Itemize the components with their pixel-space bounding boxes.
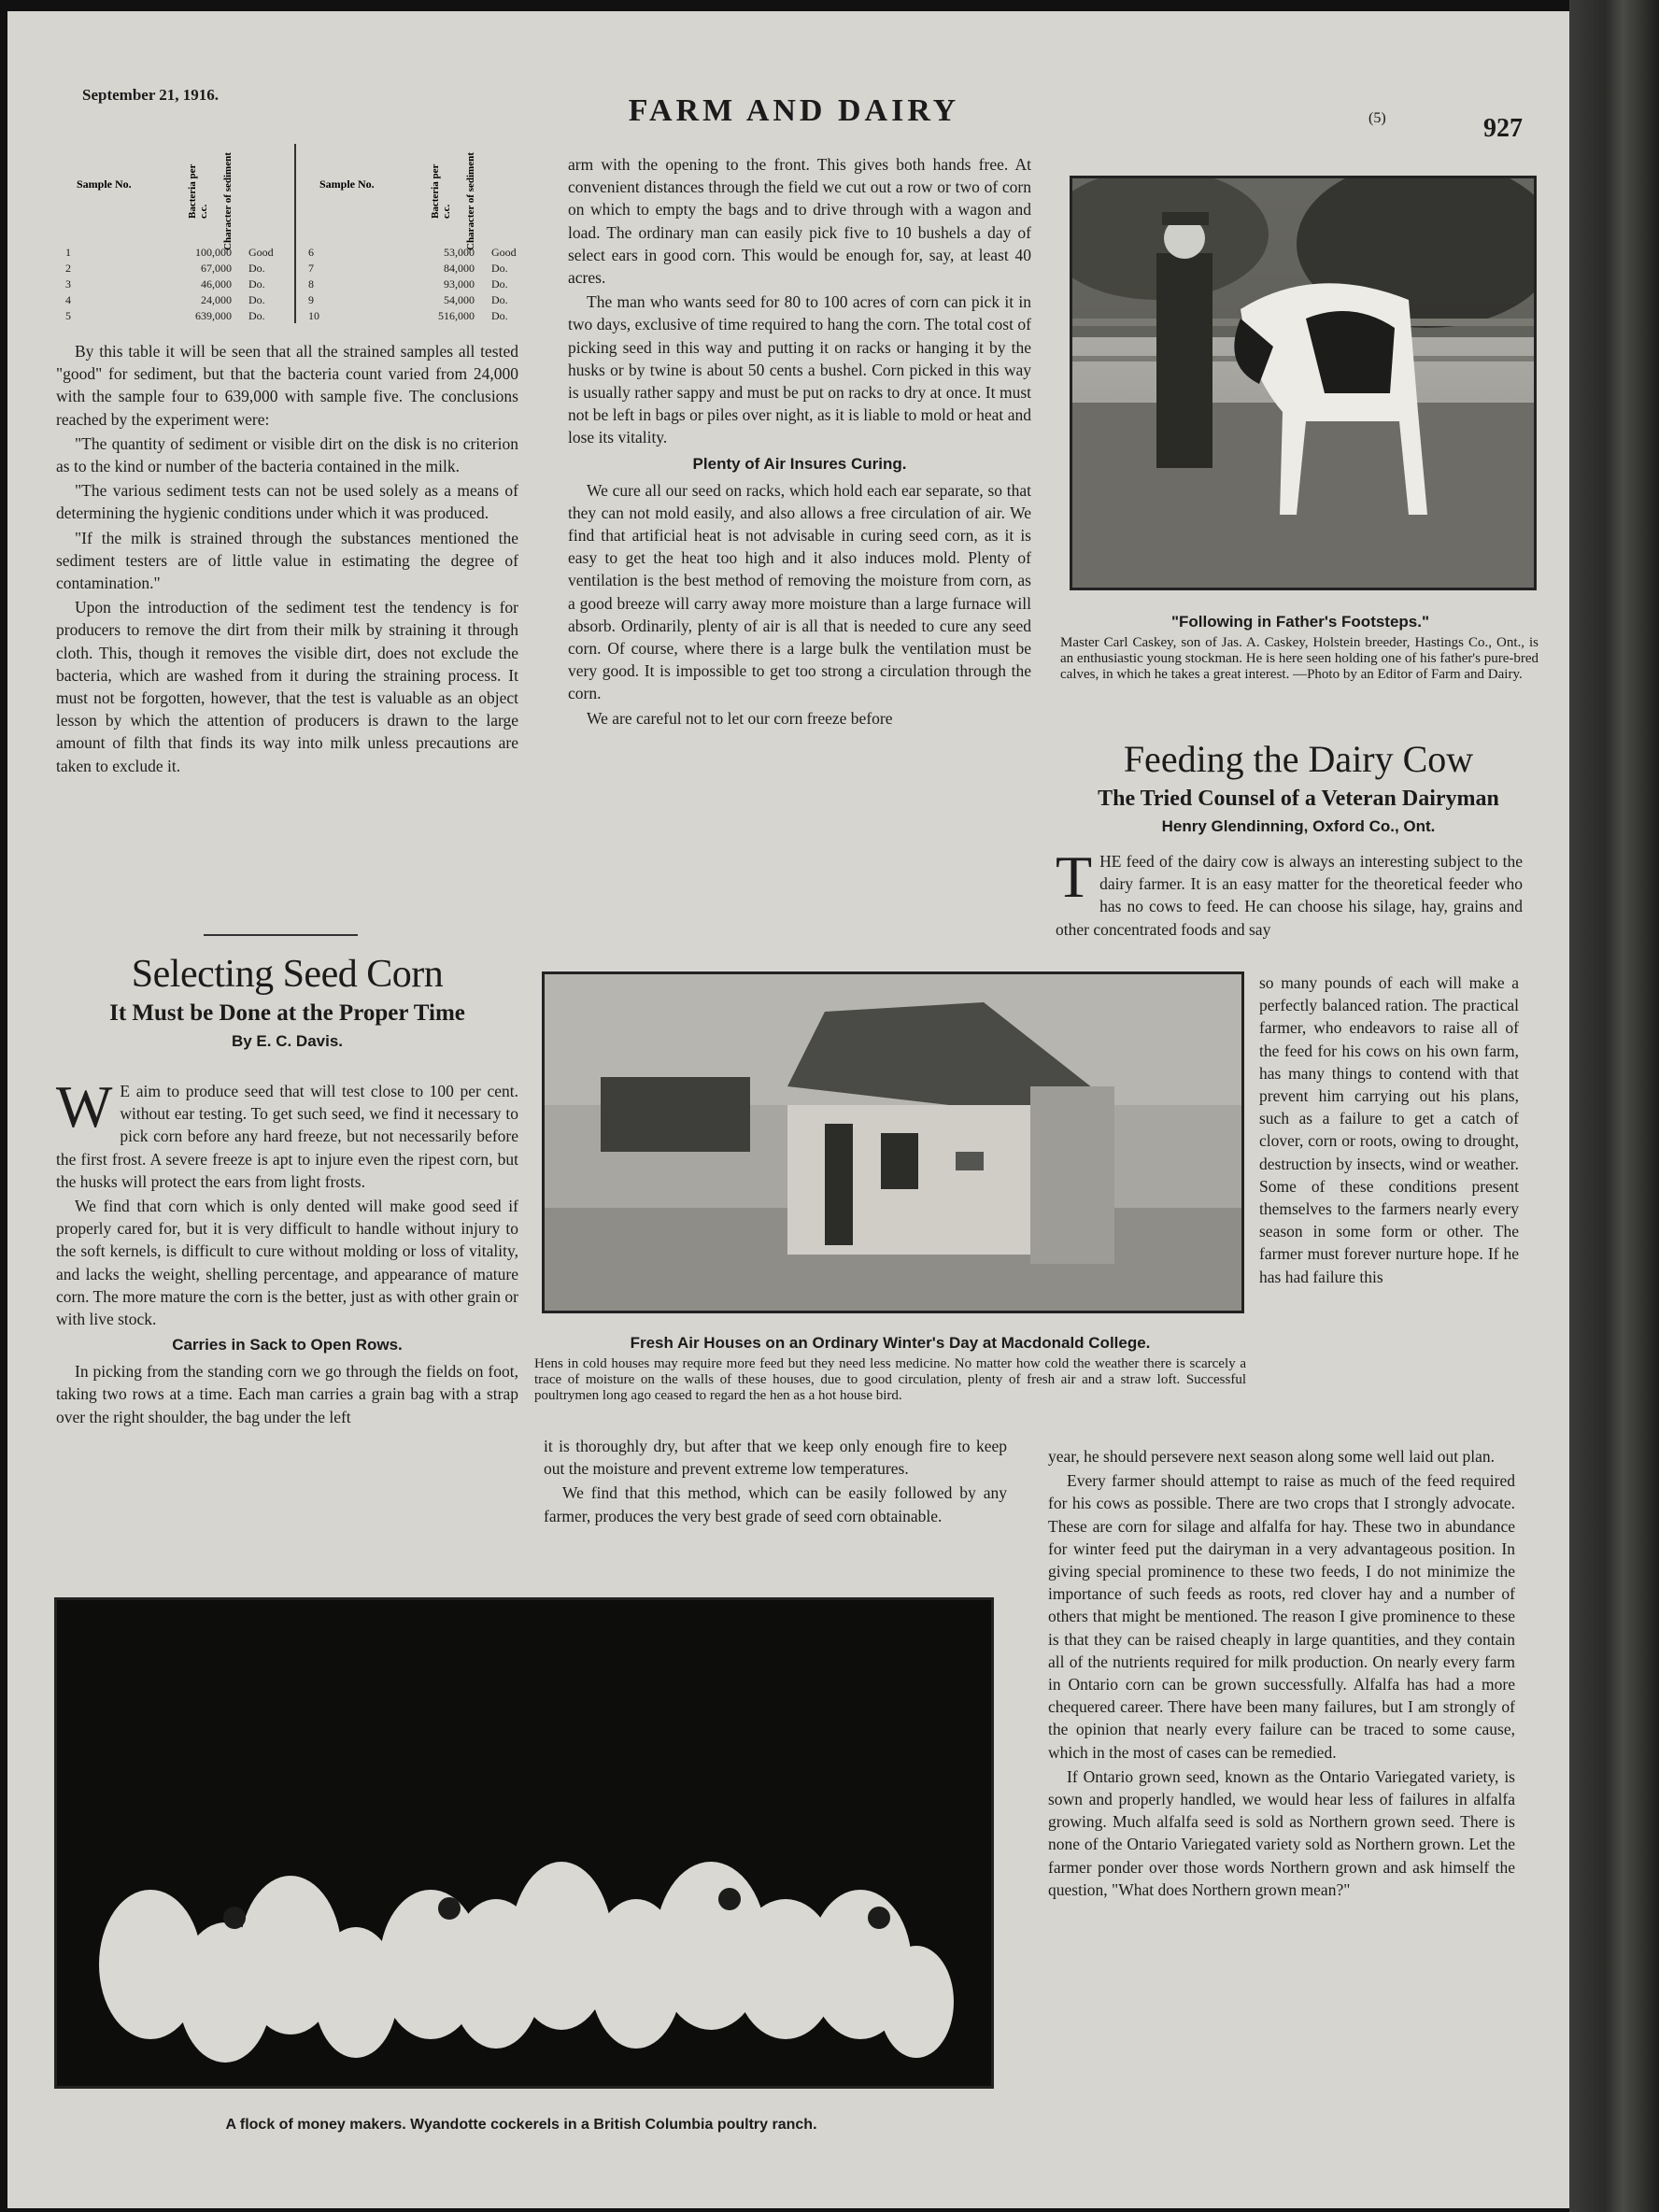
table-cell-no: 10 xyxy=(308,309,319,322)
paragraph: E aim to produce seed that will test close to 100 per cent. without ear testing. To get such seed, we find it necessary to pick corn before any hard freeze, but not necessarily before the first frost. A severe freeze is apt to injure even the ripest corn, but the husks will protect the ears from light frosts. xyxy=(56,1082,518,1191)
sample-table-right xyxy=(305,245,529,324)
table-cell-sediment: Do. xyxy=(491,262,508,275)
drop-cap: T xyxy=(1056,844,1093,910)
table-cell-no: 6 xyxy=(308,246,314,259)
article-byline: Henry Glendinning, Oxford Co., Ont. xyxy=(1161,817,1436,835)
table-header-sediment: Character of sediment xyxy=(222,152,234,250)
paragraph: If Ontario grown seed, known as the Ontario Variegated variety, is sown and properly handled, we would hear less of failures in alfalfa growing. Much alfalfa seed is sold as Northern grown seed. There is none of the Ontario Variegated variety sold as Northern grown. Let the farmer ponder over those words Northern grown and ask himself the question, "What does Northern grown mean?" xyxy=(1048,1766,1515,1899)
sample-table xyxy=(56,140,523,327)
paragraph: In picking from the standing corn we go through the fields on foot, taking two rows at a time. Each man carries a grain bag with a strap over the right shoulder, the bag under the left xyxy=(56,1362,518,1426)
article-subtitle: The Tried Counsel of a Veteran Dairyman xyxy=(1098,787,1499,811)
subheading: Plenty of Air Insures Curing. xyxy=(692,454,907,473)
page-number: 927 xyxy=(1483,114,1523,143)
table-cell-no: 5 xyxy=(65,309,71,322)
calf-photo-image xyxy=(1072,178,1534,588)
article-subtitle: It Must be Done at the Proper Time xyxy=(109,1000,465,1026)
table-cell-no: 7 xyxy=(308,262,314,275)
subheading: Carries in Sack to Open Rows. xyxy=(172,1336,403,1354)
table-cell-bacteria: 84,000 xyxy=(444,262,475,275)
table-cell-sediment: Do. xyxy=(491,293,508,306)
table-cell-bacteria: 46,000 xyxy=(201,277,232,291)
paragraph: "The quantity of sediment or visible dirt on the disk is no criterion as to the kind or number of the bacteria contained in the milk. xyxy=(56,433,518,476)
photo-boy-with-calf xyxy=(1070,176,1537,590)
photo-wyandotte-cockerels xyxy=(54,1597,994,2089)
table-cell-sediment: Do. xyxy=(248,293,265,306)
article-byline: By E. C. Davis. xyxy=(231,1032,344,1050)
paragraph: We find that corn which is only dented will make good seed if properly cared for, but it is very difficult to handle without injury to the soft kernels, is difficult to cure without molding or loss of vitality, and lacks the weight, shelling percentage, and appearance of mature corn. The more mature the corn is the better, just as with other grain or with live stock. xyxy=(56,1197,518,1329)
table-row xyxy=(62,308,286,324)
paragraph: The man who wants seed for 80 to 100 acres of corn can pick it in two days, exclusive of time required to hang the corn. The total cost of picking seed in this way and putting it on racks or hanging it by the husks or by twine is about 50 cents a bushel. Corn picked in this way is usually rather sappy and must be put on racks to dry at once. It must not be left in bags or piles over night, as it is liable to mold or heat and lose its vitality. xyxy=(568,292,1031,447)
photo-fresh-air-houses xyxy=(542,971,1244,1313)
paragraph: "The various sediment tests can not be used solely as a means of determining the hygienic conditions under which it was produced. xyxy=(56,481,518,523)
table-cell-no: 3 xyxy=(65,277,71,291)
paragraph: "If the milk is strained through the substances mentioned the sediment testers are of little value in estimating the degree of contamination." xyxy=(56,528,518,593)
hens-photo-image xyxy=(57,1600,991,2086)
article-title: Selecting Seed Corn xyxy=(131,953,444,996)
table-header-sediment-right: Character of sediment xyxy=(465,152,476,250)
table-row xyxy=(62,292,286,308)
table-cell-sediment: Do. xyxy=(491,277,508,291)
section-number: (5) xyxy=(1368,110,1386,126)
table-cell-no: 4 xyxy=(65,293,71,306)
table-cell-sediment: Do. xyxy=(248,277,265,291)
paragraph: it is thoroughly dry, but after that we keep only enough fire to keep out the moisture and prevent extreme low temperatures. xyxy=(544,1437,1007,1479)
calf-photo-caption: Master Carl Caskey, son of Jas. A. Caskey, Holstein breeder, Hastings Co., Ont., is an enthusiastic young stockman. He is here seen holding one of his father's pure-bred calves, in which he takes a great interest. —Photo by an Editor of Farm and Dairy. xyxy=(1060,635,1538,682)
table-cell-bacteria: 24,000 xyxy=(201,293,232,306)
calf-photo-title: "Following in Father's Footsteps." xyxy=(1170,613,1430,631)
table-divider xyxy=(294,144,296,323)
paragraph: arm with the opening to the front. This gives both hands free. At convenient distances through the field we cut out a row or two of corn on which to empty the bags and to drive through with a wagon and load. The ordinary man can easily pick five to 10 bushels a day of select ears in good corn. This would be enough for, say, at least 40 acres. xyxy=(568,155,1031,288)
houses-photo-title: Fresh Air Houses on an Ordinary Winter's Day at Macdonald College. xyxy=(630,1334,1151,1352)
table-row xyxy=(62,261,286,276)
table-cell-bacteria: 639,000 xyxy=(195,309,232,322)
paragraph: Upon the introduction of the sediment test the tendency is for producers to remove the dirt from their milk by straining it through cloth. This, though it removes the visible dirt, does not exclude the bacteria, which are washed from it during the straining process. It must not be forgotten, however, that the test is valuable as an object lesson by which the attention of producers is drawn to the large amount of filth that finds its way into milk unless precautions are taken to exclude it. xyxy=(56,598,518,775)
hens-photo-caption: A flock of money makers. Wyandotte cockerels in a British Columbia poultry ranch. xyxy=(225,2117,817,2133)
table-cell-bacteria: 53,000 xyxy=(444,246,475,259)
table-row xyxy=(305,308,529,324)
table-cell-no: 9 xyxy=(308,293,314,306)
table-row xyxy=(305,292,529,308)
article-title: Feeding the Dairy Cow xyxy=(1123,738,1474,780)
table-row xyxy=(62,245,286,261)
paragraph: We find that this method, which can be easily followed by any farmer, produces the very best grade of seed corn obtainable. xyxy=(544,1483,1007,1525)
dairy-cow-narrow-column xyxy=(1259,971,1519,1290)
book-spine xyxy=(1569,0,1659,2212)
table-cell-no: 1 xyxy=(65,246,71,259)
table-row xyxy=(62,276,286,292)
sample-table-left xyxy=(62,245,286,324)
table-cell-bacteria: 516,000 xyxy=(438,309,475,322)
table-cell-sediment: Do. xyxy=(248,309,265,322)
paragraph: We are careful not to let our corn freeze before xyxy=(587,708,893,728)
drop-cap: W xyxy=(56,1073,113,1140)
houses-photo-image xyxy=(545,974,1241,1311)
table-header-bacteria-right: Bacteria per c.c. xyxy=(430,163,452,219)
table-cell-sediment: Good xyxy=(491,246,517,259)
dairy-cow-heading xyxy=(1056,736,1541,839)
table-cell-bacteria: 54,000 xyxy=(444,293,475,306)
paragraph: Every farmer should attempt to raise as much of the feed required for his cows as possible. There are two crops that I strongly advocate. These are corn for silage and alfalfa for hay. These two in abundance for winter feed put the dairyman in a very advantageous position. In giving special prominence to these two feeds, I do not minimize the importance of such feeds as roots, red clover hay and a number of others that might be mentioned. The reason I give prominence to these is that they can be raised cheaply in large quantities, and they contain all of the nutrients required for milk production. On nearly every farm in Ontario corn can be grown successfully. Alfalfa has had a more chequered career. There have been many failures, but I am strongly of the opinion that nearly every failure can be traced to some cause, which in the most of cases can be remedied. xyxy=(1048,1471,1515,1762)
column-2-text xyxy=(568,153,1031,731)
table-header-sample-right: Sample No. xyxy=(319,177,375,191)
table-cell-bacteria: 93,000 xyxy=(444,277,475,291)
houses-photo-caption: Hens in cold houses may require more feed but they need less medicine. No matter how cold the weather there is scarcely a trace of moisture on the walls of these houses, due to good circulation, plenty of fresh air and a straw loft. Successful poultrymen long ago ceased to regard the hen as a hot house bird. xyxy=(534,1356,1246,1403)
issue-date: September 21, 1916. xyxy=(82,86,220,104)
table-cell-sediment: Good xyxy=(248,246,274,259)
seed-corn-continuation xyxy=(544,1435,1007,1529)
table-header-bacteria: Bacteria per c.c. xyxy=(187,163,209,219)
masthead: FARM AND DAIRY xyxy=(628,93,960,128)
table-cell-sediment: Do. xyxy=(248,262,265,275)
table-row xyxy=(305,276,529,292)
column-1-text xyxy=(56,340,518,779)
seed-corn-body xyxy=(56,1073,518,1430)
table-row xyxy=(305,261,529,276)
dairy-cow-body xyxy=(1048,1445,1515,1903)
table-header-sample: Sample No. xyxy=(77,177,132,191)
paragraph: year, he should persevere next season along some well laid out plan. xyxy=(1048,1447,1495,1466)
table-row xyxy=(305,245,529,261)
paragraph: so many pounds of each will make a perfectly balanced ration. The practical farmer, who endeavors to raise all of the feed for his cows on his own farm, has many things to contend with that prevent him carrying out his plans, such as a failure to get a catch of clover, corn or roots, owing to drought, destruction by insects, wind or weather. Some of these conditions present themselves to the farmers nearly every season in some form or other. The farmer must forever nurture hope. If he has had failure this xyxy=(1259,973,1519,1286)
table-cell-bacteria: 67,000 xyxy=(201,262,232,275)
paragraph: We cure all our seed on racks, which hold each ear separate, so that they can not mold easily, and also allows a free circulation of air. We find that artificial heat is not advisable in curing seed corn, as it is easy to get the heat too high and it also induces mold. Plenty of ventilation is the best method of removing the moisture from corn, as a good breeze will carry away more moisture than a large furnace will absorb. Ordinarily, plenty of air is all that is needed to cure any seed corn. Of course, where there is a large bulk the ventilation must be very good. It is impossible to get too strong a circulation through the corn. xyxy=(568,480,1031,703)
table-cell-no: 8 xyxy=(308,277,314,291)
seed-corn-heading xyxy=(56,951,518,1054)
paragraph: By this table it will be seen that all the strained samples all tested "good" for sediment, but that the bacteria count varied from 24,000 with the sample four to 639,000 with sample five. The conclusions reached by the experiment were: xyxy=(56,342,518,429)
dairy-cow-intro xyxy=(1056,844,1523,943)
article-divider xyxy=(204,934,358,936)
paragraph: HE feed of the dairy cow is always an interesting subject to the dairy farmer. It is an easy matter for the theoretical feeder who has no cows to feed. He can choose his silage, hay, grains and other concentrated foods and say xyxy=(1056,852,1523,939)
table-cell-bacteria: 100,000 xyxy=(195,246,232,259)
table-cell-no: 2 xyxy=(65,262,71,275)
table-cell-sediment: Do. xyxy=(491,309,508,322)
